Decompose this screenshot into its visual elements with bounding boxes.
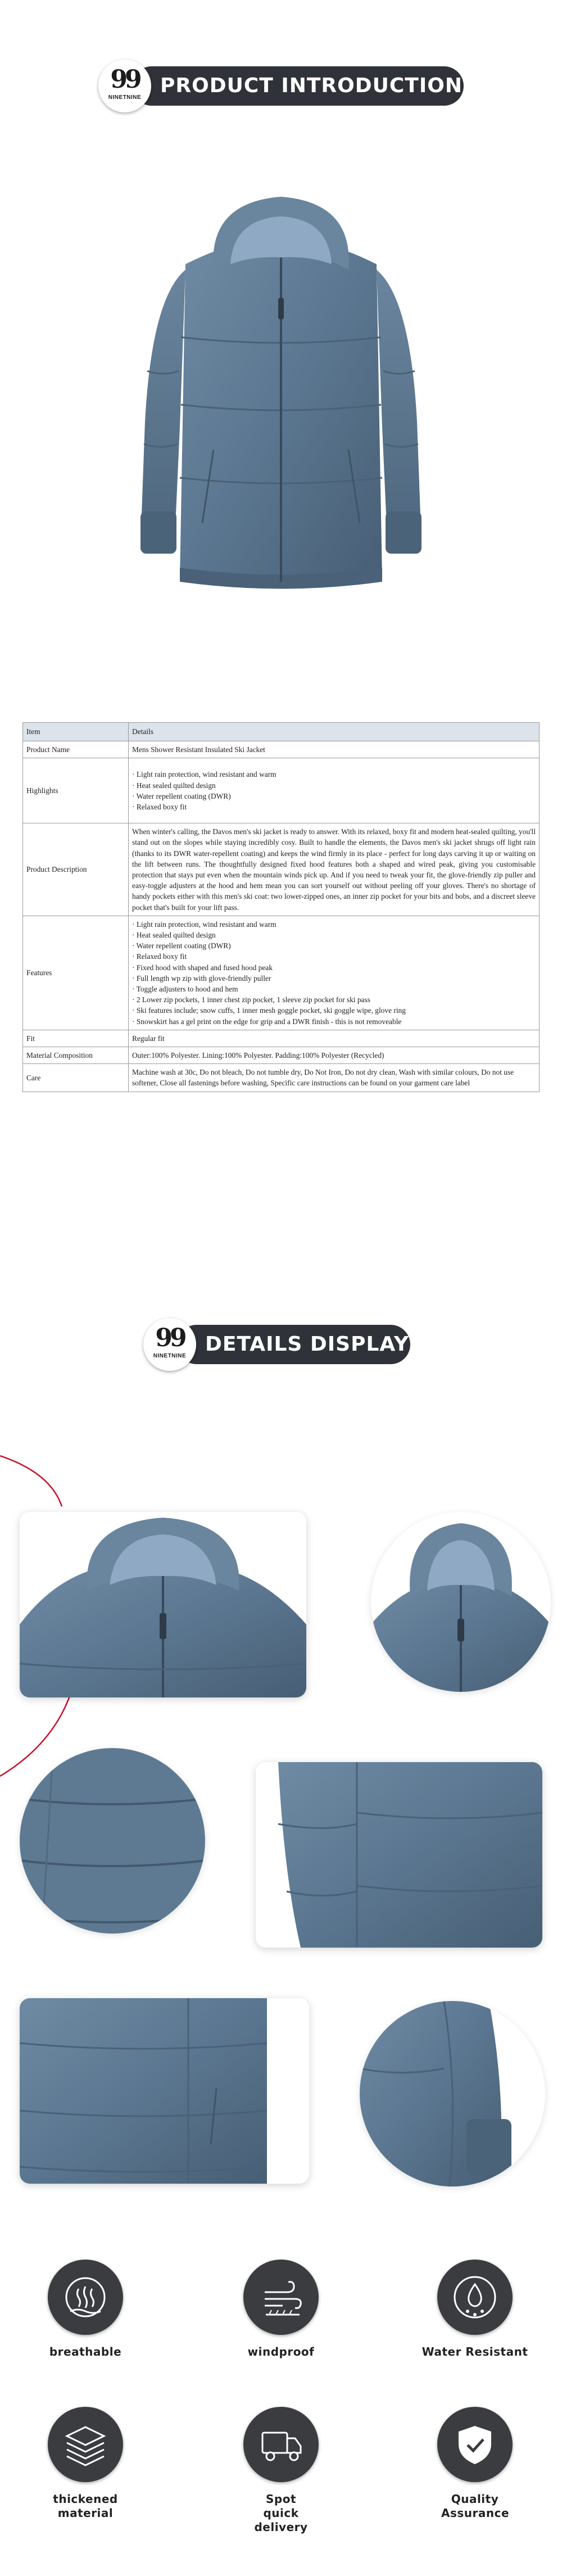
feature-spot-quick-delivery: [225, 2407, 337, 2534]
row-value-material: Outer:100% Polyester. Lining:100% Polyester. Padding:100% Polyester (Recycled): [129, 1047, 540, 1064]
row-value-features: [129, 916, 540, 1030]
row-label-features: Features: [23, 916, 129, 1030]
feature-thickened-material: [29, 2407, 142, 2520]
water-resistant-icon: [437, 2260, 513, 2335]
row-label-description: Product Description: [23, 823, 129, 916]
detail-cuff-circle: [360, 2001, 545, 2186]
feature-water-resistant: [419, 2260, 531, 2359]
spec-table: [22, 722, 540, 1092]
windproof-icon: [243, 2260, 319, 2335]
intro-banner: [0, 58, 562, 114]
table-row: [23, 823, 540, 916]
feature-label-quality-assurance: Quality Assurance: [441, 2492, 510, 2520]
highlight-item: · Relaxed boxy fit: [132, 802, 536, 812]
highlight-item: · Heat sealed quilted design: [132, 780, 536, 791]
brand-logo-text: NINETNINE: [108, 94, 142, 101]
table-header-details: Details: [129, 723, 540, 741]
feature-item: · Toggle adjusters to hood and hem: [132, 984, 536, 994]
detail-body-card: [20, 1998, 309, 2184]
brand-logo: [143, 1318, 196, 1371]
feature-windproof: [225, 2260, 337, 2359]
row-value-product-name: Mens Shower Resistant Insulated Ski Jacket: [129, 741, 540, 758]
detail-hood-circle: [371, 1512, 551, 1692]
table-row: [23, 1047, 540, 1064]
feature-item: · Relaxed boxy fit: [132, 951, 536, 962]
detail-quilting-circle: [20, 1748, 205, 1934]
row-value-fit: Regular fit: [129, 1030, 540, 1047]
feature-label-windproof: windproof: [247, 2345, 315, 2358]
feature-quality-assurance: [419, 2407, 531, 2520]
table-row: [23, 916, 540, 1030]
brand-logo-number: 99: [110, 65, 139, 94]
row-label-fit: Fit: [23, 1030, 129, 1047]
feature-item: · Light rain protection, wind resistant and warm: [132, 919, 536, 930]
brand-logo-text: NINETNINE: [153, 1353, 187, 1359]
feature-label-thickened-material: thickened material: [53, 2492, 118, 2520]
feature-item: · Fixed hood with shaped and fused hood peak: [132, 962, 536, 973]
table-row: [23, 1064, 540, 1092]
breathable-icon: [48, 2260, 123, 2335]
details-banner-title: DETAILS DISPLAY: [205, 1333, 409, 1356]
row-value-highlights: [129, 758, 540, 823]
row-value-care: Machine wash at 30c, Do not bleach, Do not tumble dry, Do Not Iron, Do not dry clean, Wash with similar colours, Do not use softener, Close all fastenings before washing, Specific care instructions can be found on your garment care label: [129, 1064, 540, 1092]
detail-hood-card: [20, 1512, 306, 1697]
delivery-truck-icon: [243, 2407, 319, 2482]
detail-sleeve-card: [256, 1762, 542, 1948]
highlight-item: · Water repellent coating (DWR): [132, 791, 536, 802]
brand-logo: [98, 60, 151, 112]
feature-breathable: [29, 2260, 142, 2359]
table-header-item: Item: [23, 723, 129, 741]
table-row: [23, 1030, 540, 1047]
layers-icon: [48, 2407, 123, 2482]
feature-item: · Snowskirt has a gel print on the edge for grip and a DWR finish - this is not removeable: [132, 1016, 536, 1027]
feature-item: · Heat sealed quilted design: [132, 930, 536, 940]
product-main-image: [118, 185, 444, 624]
highlight-item: · Light rain protection, wind resistant and warm: [132, 769, 536, 780]
table-header-row: [23, 723, 540, 741]
row-label-product-name: Product Name: [23, 741, 129, 758]
feature-item: · Water repellent coating (DWR): [132, 940, 536, 951]
details-banner: [0, 1316, 562, 1373]
intro-banner-title: PRODUCT INTRODUCTION: [160, 74, 463, 97]
shield-check-icon: [437, 2407, 513, 2482]
feature-label-breathable: breathable: [49, 2345, 122, 2358]
feature-item: · 2 Lower zip pockets, 1 inner chest zip pocket, 1 sleeve zip pocket for ski pass: [132, 994, 536, 1005]
feature-item: · Full length wp zip with glove-friendly puller: [132, 973, 536, 984]
table-row: [23, 741, 540, 758]
feature-label-water-resistant: Water Resistant: [422, 2345, 528, 2358]
row-value-description: When winter's calling, the Davos men's ski jacket is ready to answer. With its relaxed, boxy fit and modern heat-sealed quilting, you'll stand out on the slopes while staying incredibly cosy. Built to handle the elements, the Davos men's ski jacket shrugs off light rain (thanks to its DWR water-repellent coating) and keeps the wind firmly in its place - perfect for long days carving it up or waiting on the lift between runs. The thoughtfully designed fixed hood features both a shaped and wired peak, giving you customisable protection that stays put even when the mountain winds pick up. And if you need to tweak your fit, the glove-friendly zip puller and easy-toggle adjusters at the hood and hem mean you can sort yourself out without peeling off your gloves. There's no shortage of handy pockets either with this men's ski coat: two lower-zipped ones, an inner zip pocket for your bits and bobs, and a discreet sleeve pocket that's built for your lift pass.: [129, 823, 540, 916]
row-label-care: Care: [23, 1064, 129, 1092]
row-label-material: Material Composition: [23, 1047, 129, 1064]
row-label-highlights: Highlights: [23, 758, 129, 823]
feature-label-spot-quick-delivery: Spot quick delivery: [254, 2492, 308, 2534]
brand-logo-number: 99: [155, 1324, 184, 1352]
table-row: [23, 758, 540, 823]
feature-item: · Ski features include; snow cuffs, 1 inner mesh goggle pocket, ski goggle wipe, glove ring: [132, 1005, 536, 1016]
